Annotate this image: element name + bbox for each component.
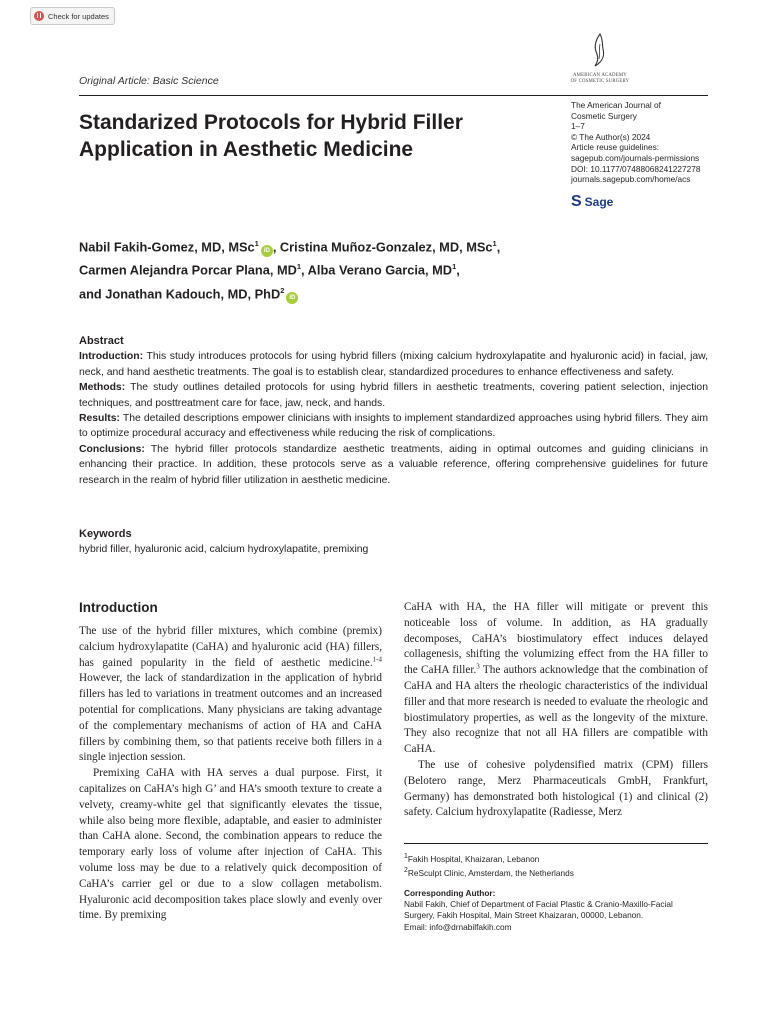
article-title: Standarized Protocols for Hybrid Filler Application in Aesthetic Medicine — [79, 111, 463, 161]
journal-name-1: The American Journal of — [571, 100, 661, 110]
author-separator: , — [456, 262, 460, 278]
affiliation-2: $^2$ReSculpt Clinic, Amsterdam, the Netherlands — [404, 866, 574, 878]
publisher-name: Sage — [584, 195, 614, 209]
keywords-list: hybrid filler, hyaluronic acid, calcium hydroxylapatite, premixing — [79, 544, 369, 556]
author-5[interactable]: and Jonathan Kadouch, MD, PhD — [79, 285, 281, 301]
author-list — [79, 234, 699, 304]
author-separator: , — [496, 239, 501, 255]
corresponding-author-label: Corresponding Author: — [404, 887, 496, 898]
sage-s-icon: S — [571, 193, 582, 210]
paragraph: The use of cohesive polydensified matrix (CPM) fillers (Belotero range, Merz Pharmaceuticals GmbH, Frankfurt, Germany) has demonstrated both histological (1) and clinical (2) safety. Calcium hydroxylapatite (Radiesse, Merz — [404, 758, 708, 819]
citation-ref[interactable]: 3 — [476, 662, 480, 671]
journal-name-2: Cosmetic Surgery — [571, 110, 637, 121]
affiliation-mark: 2 — [280, 285, 285, 295]
footnotes — [404, 851, 724, 933]
publisher-logo — [571, 193, 613, 211]
paragraph: CaHA with HA, the HA filler will mitigate or prevent this noticeable loss of volume. In addition, as HA gradually decomposes, CaHA’s biostimulatory effect induces delayed collagenesis, shifting the volumizing effect from the HA filler to the CaHA filler.$^3$ The authors acknowledge that the combination of CaHA and HA alters the rheologic characteristics of the individual filler and that more research is needed to evaluate the rheologic and biostimulatory properties, as well as the longevity of the mixture. They also recognize that not all HA fillers are compatible with CaHA. — [404, 601, 708, 756]
affiliation-mark: 1 — [254, 239, 259, 248]
logo-line-2: OF COSMETIC SURGERY — [570, 78, 630, 84]
corresponding-author-line-2: Surgery, Fakih Hospital, Main Street Khaizaran, 00000, Lebanon. — [404, 910, 644, 921]
author-3[interactable]: Carmen Alejandra Porcar Plana, MD — [79, 262, 297, 278]
abstract-introduction: Introduction: This study introduces protocols for using hybrid fillers (mixing calcium hydroxylapatite and hyaluronic acid) in facial, jaw, neck, and hand aesthetic treatments. The goal is to establish clear, standardized procedures to enhance effectiveness and safety. — [79, 351, 708, 378]
abstract-heading: Abstract — [79, 335, 124, 347]
abstract-methods: Methods: The study outlines detailed protocols for using hybrid fillers in aesthetic treatments, covering patient selection, injection techniques, and posttreatment care for face, jaw, neck, and hands. — [79, 382, 708, 409]
abstract-results: Results: The detailed descriptions empower clinicians with insights to implement standardized approaches using hybrid fillers. They aim to optimize procedural accuracy and effectiveness while reducing the risk of complications. — [79, 413, 708, 440]
corresponding-author-line-1: Nabil Fakih, Chief of Department of Facial Plastic & Cranio-Maxillo-Facial — [404, 899, 673, 910]
doi-link[interactable]: DOI: 10.1177/07488068241227278 — [571, 163, 701, 174]
affiliation-1: $^1$Fakih Hospital, Khaizaran, Lebanon — [404, 853, 540, 864]
copyright: © The Author(s) 2024 — [571, 131, 651, 142]
logo-line-1: AMERICAN ACADEMY — [573, 73, 627, 78]
keywords-heading: Keywords — [79, 528, 132, 540]
author-1[interactable]: Nabil Fakih-Gomez, MD, MSc — [79, 239, 255, 255]
header-rule — [79, 95, 708, 96]
page-range: 1–7 — [571, 121, 585, 132]
footnote-rule — [404, 843, 708, 844]
article-type: Original Article: Basic Science — [79, 75, 219, 87]
permissions-link[interactable]: sagepub.com/journals-permissions — [571, 152, 700, 163]
keywords — [79, 527, 708, 558]
check-for-updates-button[interactable] — [30, 7, 115, 25]
flame-icon — [591, 32, 609, 68]
paragraph: The use of the hybrid filler mixtures, which combine (premix) calcium hydroxylapatite (CaHA) and hyaluronic acid (HA) fillers, has gained popularity in the field of aesthetic medicine.$^{1-4}$ However, the lack of standardization in the application of hybrid fillers has led to variations in treatment outcomes and an increased potential for complications. Many physicians are taking advantage of the complementary mechanisms of action of HA and CaHA fillers by combining them, so that patients receive both fillers in a single injection session. — [79, 625, 382, 764]
affiliation-mark: 1 — [492, 239, 497, 248]
author-4[interactable]: , Alba Verano Garcia, MD — [301, 262, 453, 278]
abstract-conclusions: Conclusions: The hybrid filler protocols standardize aesthetic treatments, aiding in optimal outcomes and guiding clinicians in enhancing their practice. In addition, these protocols serve as a valuable reference, offering comprehensive guidelines for future research in the realm of hybrid filler utilization in aesthetic medicine. — [79, 443, 708, 486]
journal-meta — [571, 100, 761, 185]
orcid-icon[interactable]: iD — [286, 292, 298, 304]
journal-home-link[interactable]: journals.sagepub.com/home/acs — [571, 174, 691, 185]
affiliation-mark: 1 — [296, 262, 302, 272]
body-column-right — [404, 600, 708, 821]
corresponding-author-email[interactable]: Email: info@drnabilfakih.com — [404, 921, 512, 932]
affiliation-mark: 1 — [452, 262, 457, 272]
citation-ref[interactable]: 1-4 — [372, 654, 382, 663]
abstract — [79, 334, 708, 488]
author-2[interactable]: , Cristina Muñoz-Gonzalez, MD, MSc — [272, 239, 493, 255]
orcid-icon[interactable]: iD — [261, 245, 273, 257]
check-for-updates-label: Check for updates — [48, 11, 109, 21]
introduction-heading: Introduction — [79, 600, 158, 615]
reuse-label: Article reuse guidelines: — [571, 142, 660, 153]
update-icon — [34, 11, 44, 21]
paragraph: Premixing CaHA with HA serves a dual purpose. First, it capitalizes on CaHA’s high G’ and HA’s smooth texture to create a velvety, creamy-white gel that significantly elevates the tissue, while also being more flexible, adaptable, and easier to administer than CaHA alone. Second, the combination appears to reduce the temporary early loss of volume after injection of CaHA. This volume loss may be due to a relatively quick decomposition of CaHA’s carrier gel or due to a slow collagen metabolism. Hyaluronic acid decomposition takes place slowly and evenly over time. By premixing — [79, 767, 382, 922]
society-logo — [560, 32, 640, 84]
body-column-left — [79, 624, 382, 924]
